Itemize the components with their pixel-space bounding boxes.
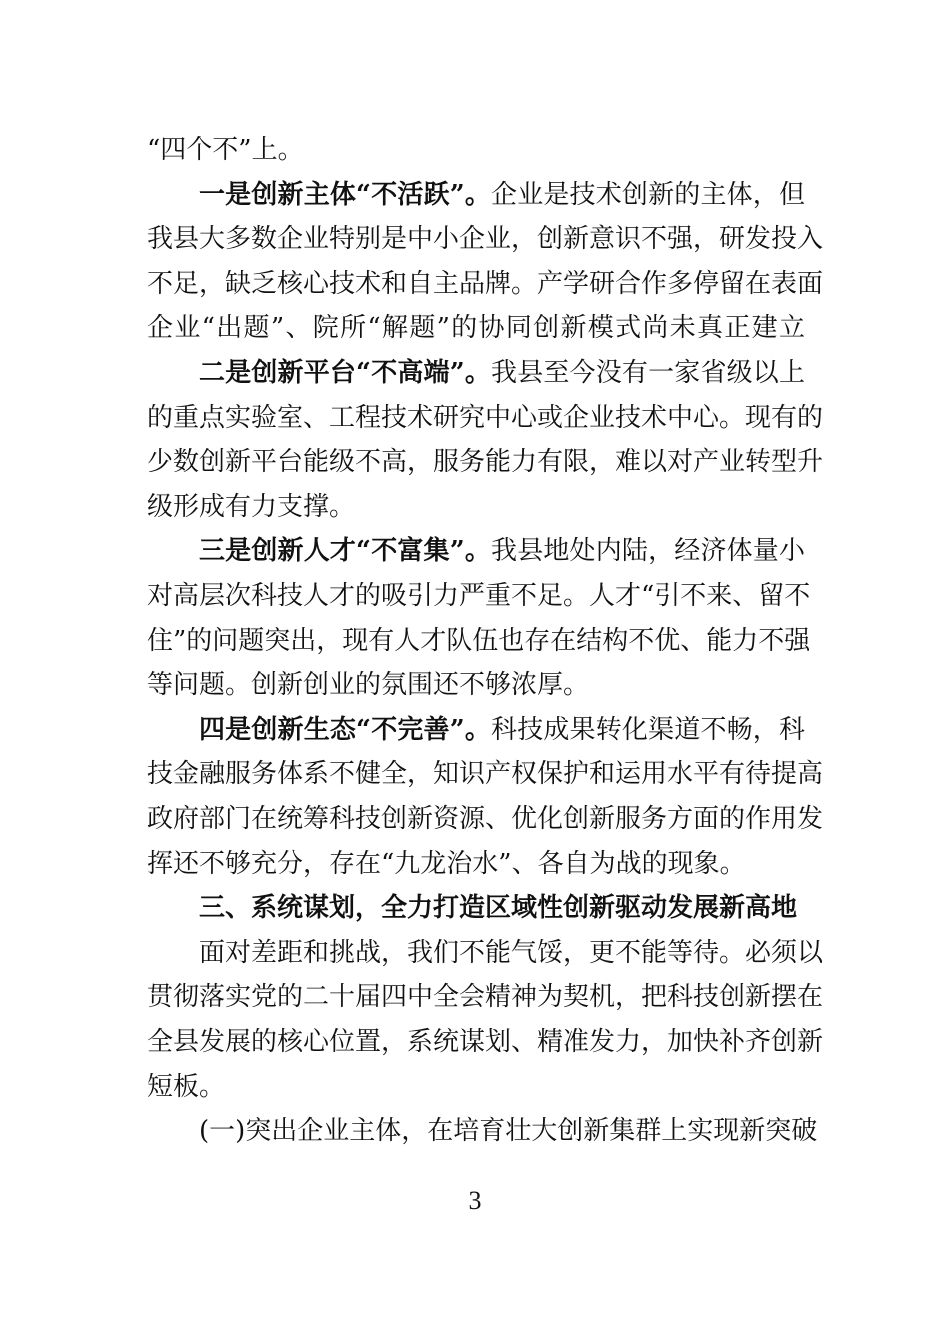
text-line [147, 621, 811, 661]
text-line [147, 1067, 805, 1107]
text-line [147, 1022, 824, 1062]
bold-lead-text: 三是创新人才“不富集”。 [199, 536, 492, 567]
text-line [147, 130, 805, 170]
body-text: 我县地处内陆，经济体量小 [491, 536, 805, 567]
text-line [147, 977, 824, 1017]
body-text: 贯彻落实党的二十届四中全会精神为契机，把科技创新摆在 [147, 982, 824, 1013]
body-text: 企业是技术创新的主体，但 [491, 179, 805, 210]
body-text: 少数创新平台能级不高，服务能力有限，难以对产业转型升 [147, 447, 824, 478]
body-text: 我县至今没有一家省级以上 [491, 358, 805, 388]
text-line [147, 442, 824, 482]
body-text: 科技成果转化渠道不畅，科 [491, 714, 805, 745]
text-line [147, 754, 824, 794]
body-text: 政府部门在统筹科技创新资源、优化创新服务方面的作用发 [147, 804, 824, 834]
text-line [199, 175, 805, 215]
body-text: 级形成有力支撑。 [147, 491, 356, 522]
body-text: 挥还不够充分，存在“九龙治水”、各自为战的现象。 [147, 848, 746, 879]
body-text: 的重点实验室、工程技术研究中心或企业技术中心。现有的 [147, 402, 824, 433]
text-line [199, 1111, 818, 1151]
body-text: 面对差距和挑战，我们不能气馁，更不能等待。必须以 [199, 937, 824, 968]
body-text: 全县发展的核心位置，系统谋划、精准发力，加快补齐创新 [147, 1027, 824, 1057]
body-text: (一)突出企业主体，在培育壮大创新集群上实现新突破 [199, 1116, 818, 1147]
body-text: 住”的问题突出，现有人才队伍也存在结构不优、能力不强 [147, 625, 811, 656]
text-line [199, 933, 824, 973]
bold-lead-text: 二是创新平台“不高端”。 [199, 358, 492, 388]
body-text: 短板。 [147, 1071, 226, 1102]
body-text: 不足，缺乏核心技术和自主品牌。产学研合作多停留在表面 [147, 268, 824, 299]
body-text: 企业“出题”、院所“解题”的协同创新模式尚未真正建立 [147, 313, 805, 344]
text-line [147, 219, 824, 259]
section-heading [199, 888, 805, 928]
text-line [199, 710, 805, 750]
text-line [199, 531, 805, 571]
text-line [147, 844, 805, 884]
text-line [147, 487, 805, 527]
text-line [147, 308, 805, 348]
text-line [147, 799, 824, 839]
bold-lead-text: 四是创新生态“不完善”。 [199, 714, 492, 745]
body-text: 技金融服务体系不健全，知识产权保护和运用水平有待提高 [147, 759, 824, 790]
body-text: 对高层次科技人才的吸引力严重不足。人才“引不来、留不 [147, 581, 811, 611]
body-text: “四个不”上。 [147, 135, 304, 165]
text-line [147, 665, 805, 705]
text-line [147, 576, 811, 616]
body-text: 我县大多数企业特别是中小企业，创新意识不强，研发投入 [147, 224, 824, 255]
text-line [147, 398, 824, 438]
bold-lead-text: 一是创新主体“不活跃”。 [199, 179, 492, 210]
page-number: 3 [468, 1186, 482, 1215]
body-text: 等问题。创新创业的氛围还不够浓厚。 [147, 670, 590, 701]
heading-text: 三、系统谋划，全力打造区域性创新驱动发展新高地 [199, 893, 798, 924]
text-line [199, 353, 805, 393]
text-line [147, 264, 824, 304]
